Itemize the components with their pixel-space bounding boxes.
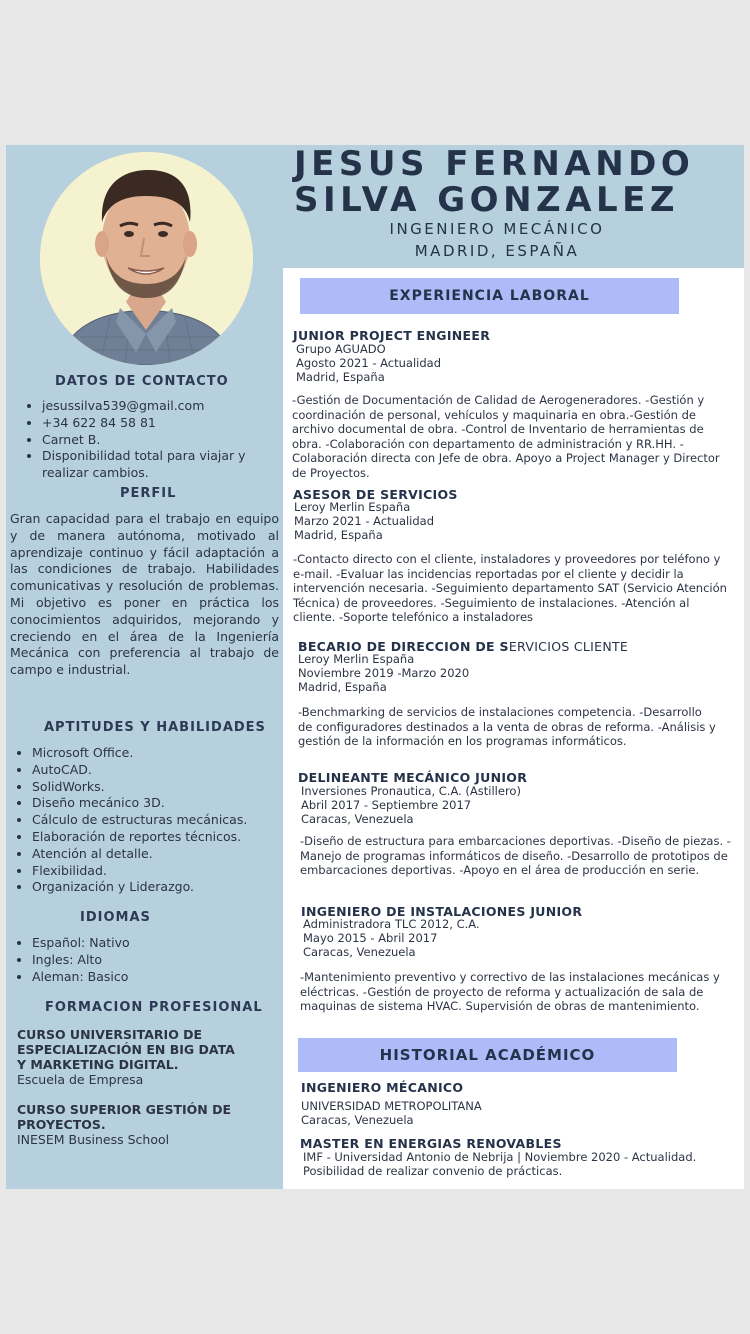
skill-item: • AutoCAD. (32, 762, 294, 779)
skill-item: • Microsoft Office. (32, 745, 294, 762)
job-place: Caracas, Venezuela (301, 812, 414, 826)
contact-phone: • +34 622 84 58 81 (42, 415, 268, 432)
name-line-2: SILVA GONZALEZ (294, 180, 680, 220)
course-1 (17, 1027, 245, 1087)
location: MADRID, ESPAÑA (414, 242, 580, 260)
job-place: Caracas, Venezuela (303, 945, 416, 959)
degree-title: MASTER EN ENERGIAS RENOVABLES (300, 1136, 562, 1151)
candidate-name (294, 146, 734, 218)
degree-title: INGENIERO MÉCANICO (301, 1080, 464, 1095)
job-title-part: ERVICIOS CLIENTE (508, 639, 629, 654)
job-dates: Mayo 2015 - Abril 2017 (303, 931, 438, 945)
contact-heading: DATOS DE CONTACTO (55, 374, 229, 389)
job-place: Madrid, España (298, 680, 387, 694)
profile-photo (40, 152, 253, 365)
course-2 (17, 1102, 245, 1147)
degree-meta (301, 1099, 482, 1127)
name-line-1: JESUS FERNANDO (294, 144, 695, 184)
job-place: Madrid, España (296, 370, 385, 384)
language-item: • Español: Nativo (32, 935, 272, 952)
skill-item: • SolidWorks. (32, 779, 294, 796)
job-title-part: BECARIO DE DIRECCION DE S (298, 639, 509, 654)
languages-list (12, 935, 272, 985)
degree-place: Caracas, Venezuela (301, 1113, 414, 1127)
skill-item: • Cálculo de estructuras mecánicas. (32, 812, 294, 829)
course-title: CURSO UNIVERSITARIO DE ESPECIALIZACIÓN EN BIG DATA Y MARKETING DIGITAL. (17, 1027, 235, 1072)
languages-heading: IDIOMAS (80, 910, 151, 925)
skill-item: • Flexibilidad. (32, 863, 294, 880)
job-dates: Noviembre 2019 -Marzo 2020 (298, 666, 470, 680)
profile-heading: PERFIL (120, 486, 177, 501)
skill-item: • Diseño mecánico 3D. (32, 795, 294, 812)
job-title: INGENIERO DE INSTALACIONES JUNIOR (301, 904, 583, 919)
skill-item: • Elaboración de reportes técnicos. (32, 829, 294, 846)
job-meta (301, 784, 521, 826)
job-dates: Agosto 2021 - Actualidad (296, 356, 441, 370)
skills-list (12, 745, 294, 896)
job-company: Leroy Merlin España (298, 652, 415, 666)
job-description: -Gestión de Documentación de Calidad de Aerogeneradores. -Gestión y coordinación de personal, vehículos y maquinaria en obra.-Gestión de archivo documental de obra. -Control de Inventario de herramientas de obra. -Colaboración con departamento de administración y RR.HH. -Colaboración directa con Jefe de obra. Apoyo a Project Manager y Director de Proyectos. (292, 393, 720, 480)
job-company: Administradora TLC 2012, C.A. (303, 917, 480, 931)
job-place: Madrid, España (294, 528, 383, 542)
degree-meta (303, 1150, 696, 1178)
job-description: -Diseño de estructura para embarcaciones deportivas. -Diseño de piezas. -Manejo de programas informáticos de diseño. -Desarrollo de prototipos de embarcaciones deportivas. -Apoyo en el área de producción en serie. (300, 834, 731, 878)
language-item: • Aleman: Basico (32, 969, 272, 986)
job-meta (296, 342, 441, 384)
job-company: Inversiones Pronautica, C.A. (Astillero) (301, 784, 521, 798)
job-meta (298, 652, 469, 694)
job-title: JUNIOR PROJECT ENGINEER (293, 328, 491, 343)
job-meta (303, 917, 480, 959)
contact-email: • jesussilva539@gmail.com (42, 398, 268, 415)
profile-text: Gran capacidad para el trabajo en equipo y de manera autónoma, motivado al aprendizaje continuo y fácil adaptación a las condiciones de trabajo. Habilidades comunicativas y resolución de problemas. Mi objetivo es poner en práctica los conocimientos adquiridos, mejorando y creciendo en el área de la Ingeniería Mecánica con preferencia al trabajo de campo e industrial. (10, 511, 279, 678)
contact-list (22, 398, 268, 482)
degree-institution: IMF - Universidad Antonio de Nebrija | Noviembre 2020 - Actualidad. (303, 1150, 697, 1164)
job-dates: Marzo 2021 - Actualidad (294, 514, 435, 528)
skills-heading: APTITUDES Y HABILIDADES (44, 720, 266, 735)
course-school: Escuela de Empresa (17, 1072, 144, 1087)
degree-note: Posibilidad de realizar convenio de prácticas. (303, 1164, 563, 1178)
skill-item: • Organización y Liderazgo. (32, 879, 294, 896)
job-description: -Mantenimiento preventivo y correctivo de las instalaciones mecánicas y eléctricas. -Gestión de proyecto de reforma y actualización de sala de maquinas de sistema HVAC. Supervisión de obras de mantenimiento. (300, 970, 720, 1014)
job-company: Grupo AGUADO (296, 342, 386, 356)
course-school: INESEM Business School (17, 1132, 170, 1147)
training-heading: FORMACION PROFESIONAL (45, 1000, 263, 1015)
job-title: DELINEANTE MECÁNICO JUNIOR (298, 770, 528, 785)
course-title: CURSO SUPERIOR GESTIÓN DE PROYECTOS. (17, 1102, 231, 1132)
job-meta (294, 500, 434, 542)
job-company: Leroy Merlin España (294, 500, 411, 514)
job-dates: Abril 2017 - Septiembre 2017 (301, 798, 472, 812)
skill-item: • Atención al detalle. (32, 846, 294, 863)
academic-heading: HISTORIAL ACADÉMICO (298, 1038, 677, 1072)
job-description: -Contacto directo con el cliente, instaladores y proveedores por teléfono y e-mail. -Evaluar las incidencias reportadas por el cliente y decidir la intervención necesaria. -Seguimiento departamento SAT (Servicio Atención Técnica) de proveedores. -Seguimiento de instalaciones. -Atención al cliente. -Soporte telefónico a instaladores (293, 552, 727, 625)
degree-institution: UNIVERSIDAD METROPOLITANA (301, 1099, 482, 1113)
job-title: ASESOR DE SERVICIOS (293, 487, 458, 502)
contact-availability: • Disponibilidad total para viajar y realizar cambios. (42, 448, 268, 482)
contact-license: • Carnet B. (42, 432, 268, 449)
job-description: -Benchmarking de servicios de instalaciones competencia. -Desarrollo de configuradores destinados a la venta de obras de reforma. -Análisis y gestión de la información en los programas informáticos. (298, 705, 716, 749)
language-item: • Ingles: Alto (32, 952, 272, 969)
experience-heading: EXPERIENCIA LABORAL (300, 278, 679, 314)
job-role: INGENIERO MECÁNICO (389, 220, 605, 238)
